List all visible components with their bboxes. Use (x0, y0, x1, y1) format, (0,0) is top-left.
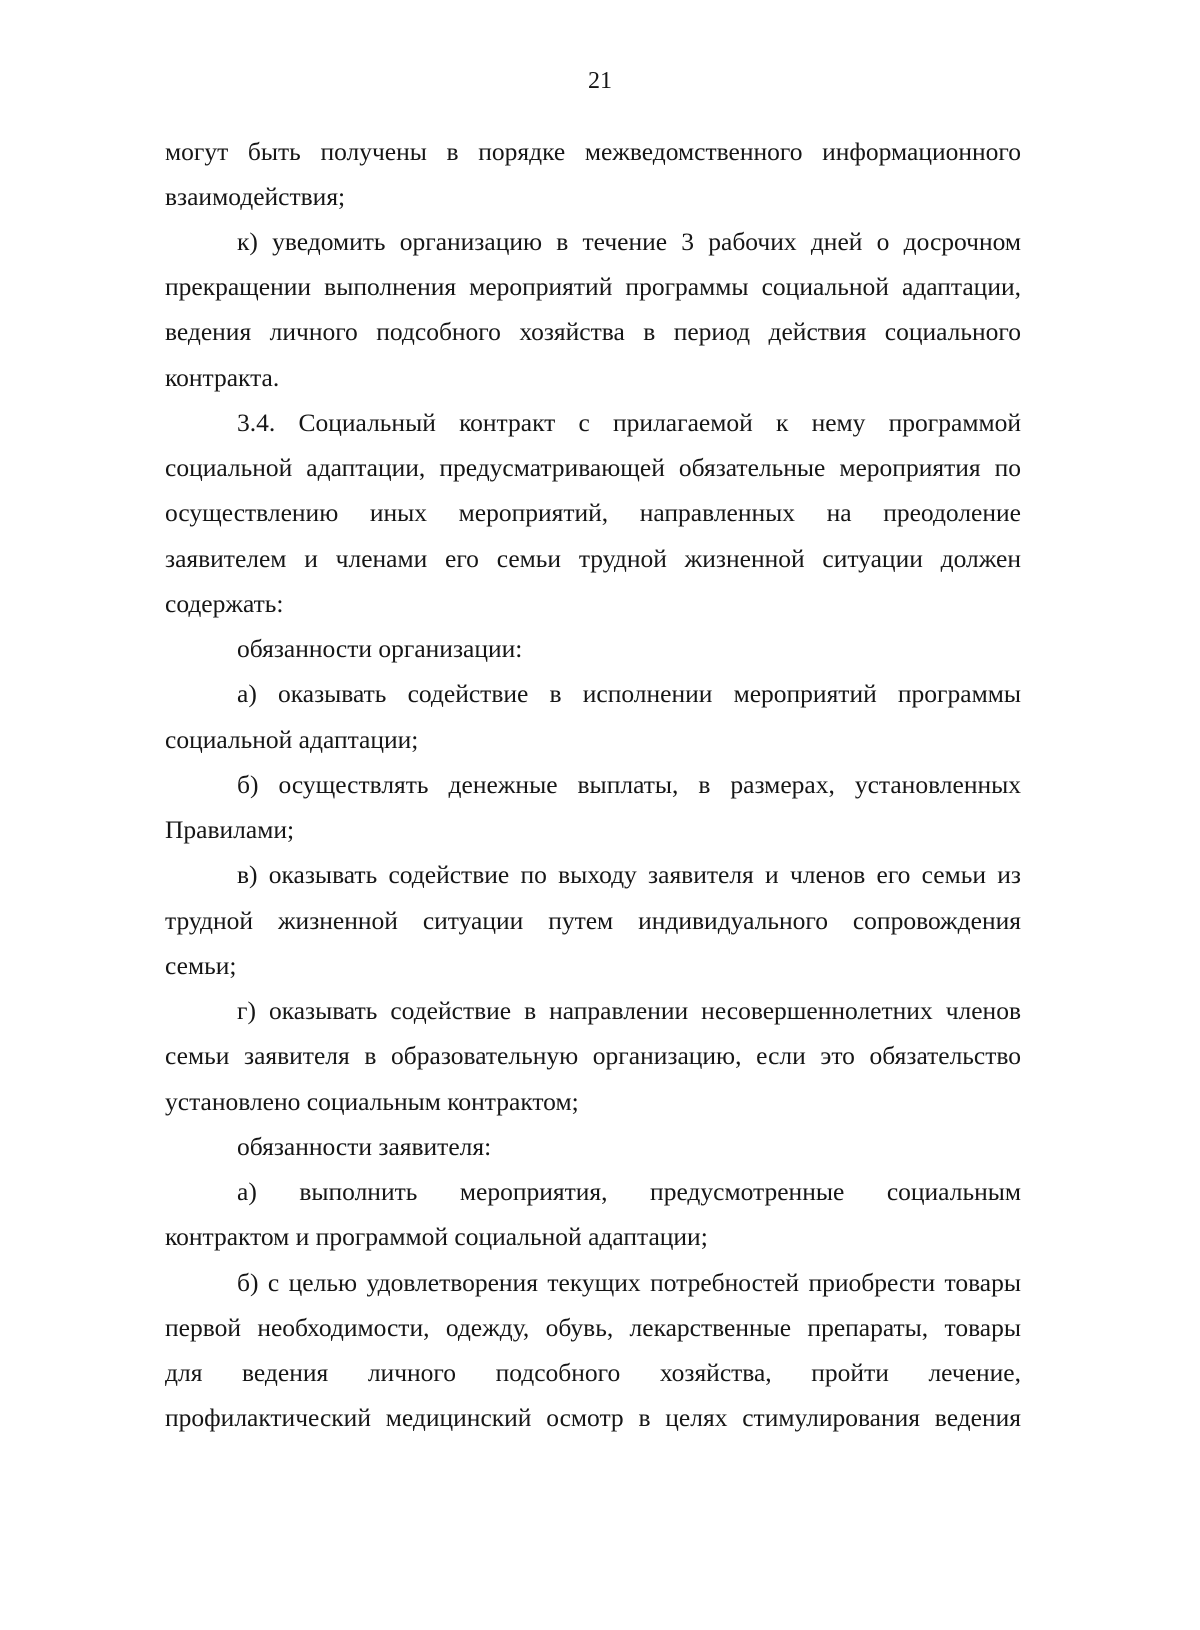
text-line: ведения личного подсобного хозяйства в период действия социального (165, 317, 1021, 346)
text-line: б) с целью удовлетворения текущих потребностей приобрести товары (237, 1268, 1021, 1297)
text-line: а) выполнить мероприятия, предусмотренные социальным (237, 1177, 1021, 1206)
text-line: социальной адаптации; (165, 725, 419, 754)
text-line: семьи заявителя в образовательную организацию, если это обязательство (165, 1041, 1021, 1070)
text-line: прекращении выполнения мероприятий программы социальной адаптации, (165, 272, 1021, 301)
text-line: осуществлению иных мероприятий, направленных на преодоление (165, 498, 1021, 527)
text-line: взаимодействия; (165, 182, 346, 211)
text-line: социальной адаптации, предусматривающей обязательные мероприятия по (165, 453, 1021, 482)
section-heading: обязанности заявителя: (237, 1132, 492, 1161)
text-line: а) оказывать содействие в исполнении мероприятий программы (237, 679, 1021, 708)
text-line: контрактом и программой социальной адаптации; (165, 1222, 708, 1251)
text-line: первой необходимости, одежду, обувь, лекарственные препараты, товары (165, 1313, 1021, 1342)
text-line: б) осуществлять денежные выплаты, в размерах, установленных (237, 770, 1021, 799)
text-line: г) оказывать содействие в направлении несовершеннолетних членов (237, 996, 1021, 1025)
text-line: семьи; (165, 951, 237, 980)
text-line: могут быть получены в порядке межведомственного информационного (165, 137, 1021, 166)
text-line: Правилами; (165, 815, 295, 844)
text-line: к) уведомить организацию в течение 3 рабочих дней о досрочном (237, 227, 1021, 256)
text-line: установлено социальным контрактом; (165, 1087, 579, 1116)
text-line: для ведения личного подсобного хозяйства, пройти лечение, (165, 1358, 1021, 1387)
section-heading: обязанности организации: (237, 634, 523, 663)
text-line: заявителем и членами его семьи трудной жизненной ситуации должен (165, 544, 1021, 573)
text-line: содержать: (165, 589, 284, 618)
page-number: 21 (588, 68, 612, 94)
text-line: в) оказывать содействие по выходу заявителя и членов его семьи из (237, 860, 1021, 889)
text-line: 3.4. Социальный контракт с прилагаемой к нему программой (237, 408, 1021, 437)
text-line: профилактический медицинский осмотр в целях стимулирования ведения (165, 1403, 1021, 1432)
text-line: контракта. (165, 363, 280, 392)
text-line: трудной жизненной ситуации путем индивидуального сопровождения (165, 906, 1021, 935)
